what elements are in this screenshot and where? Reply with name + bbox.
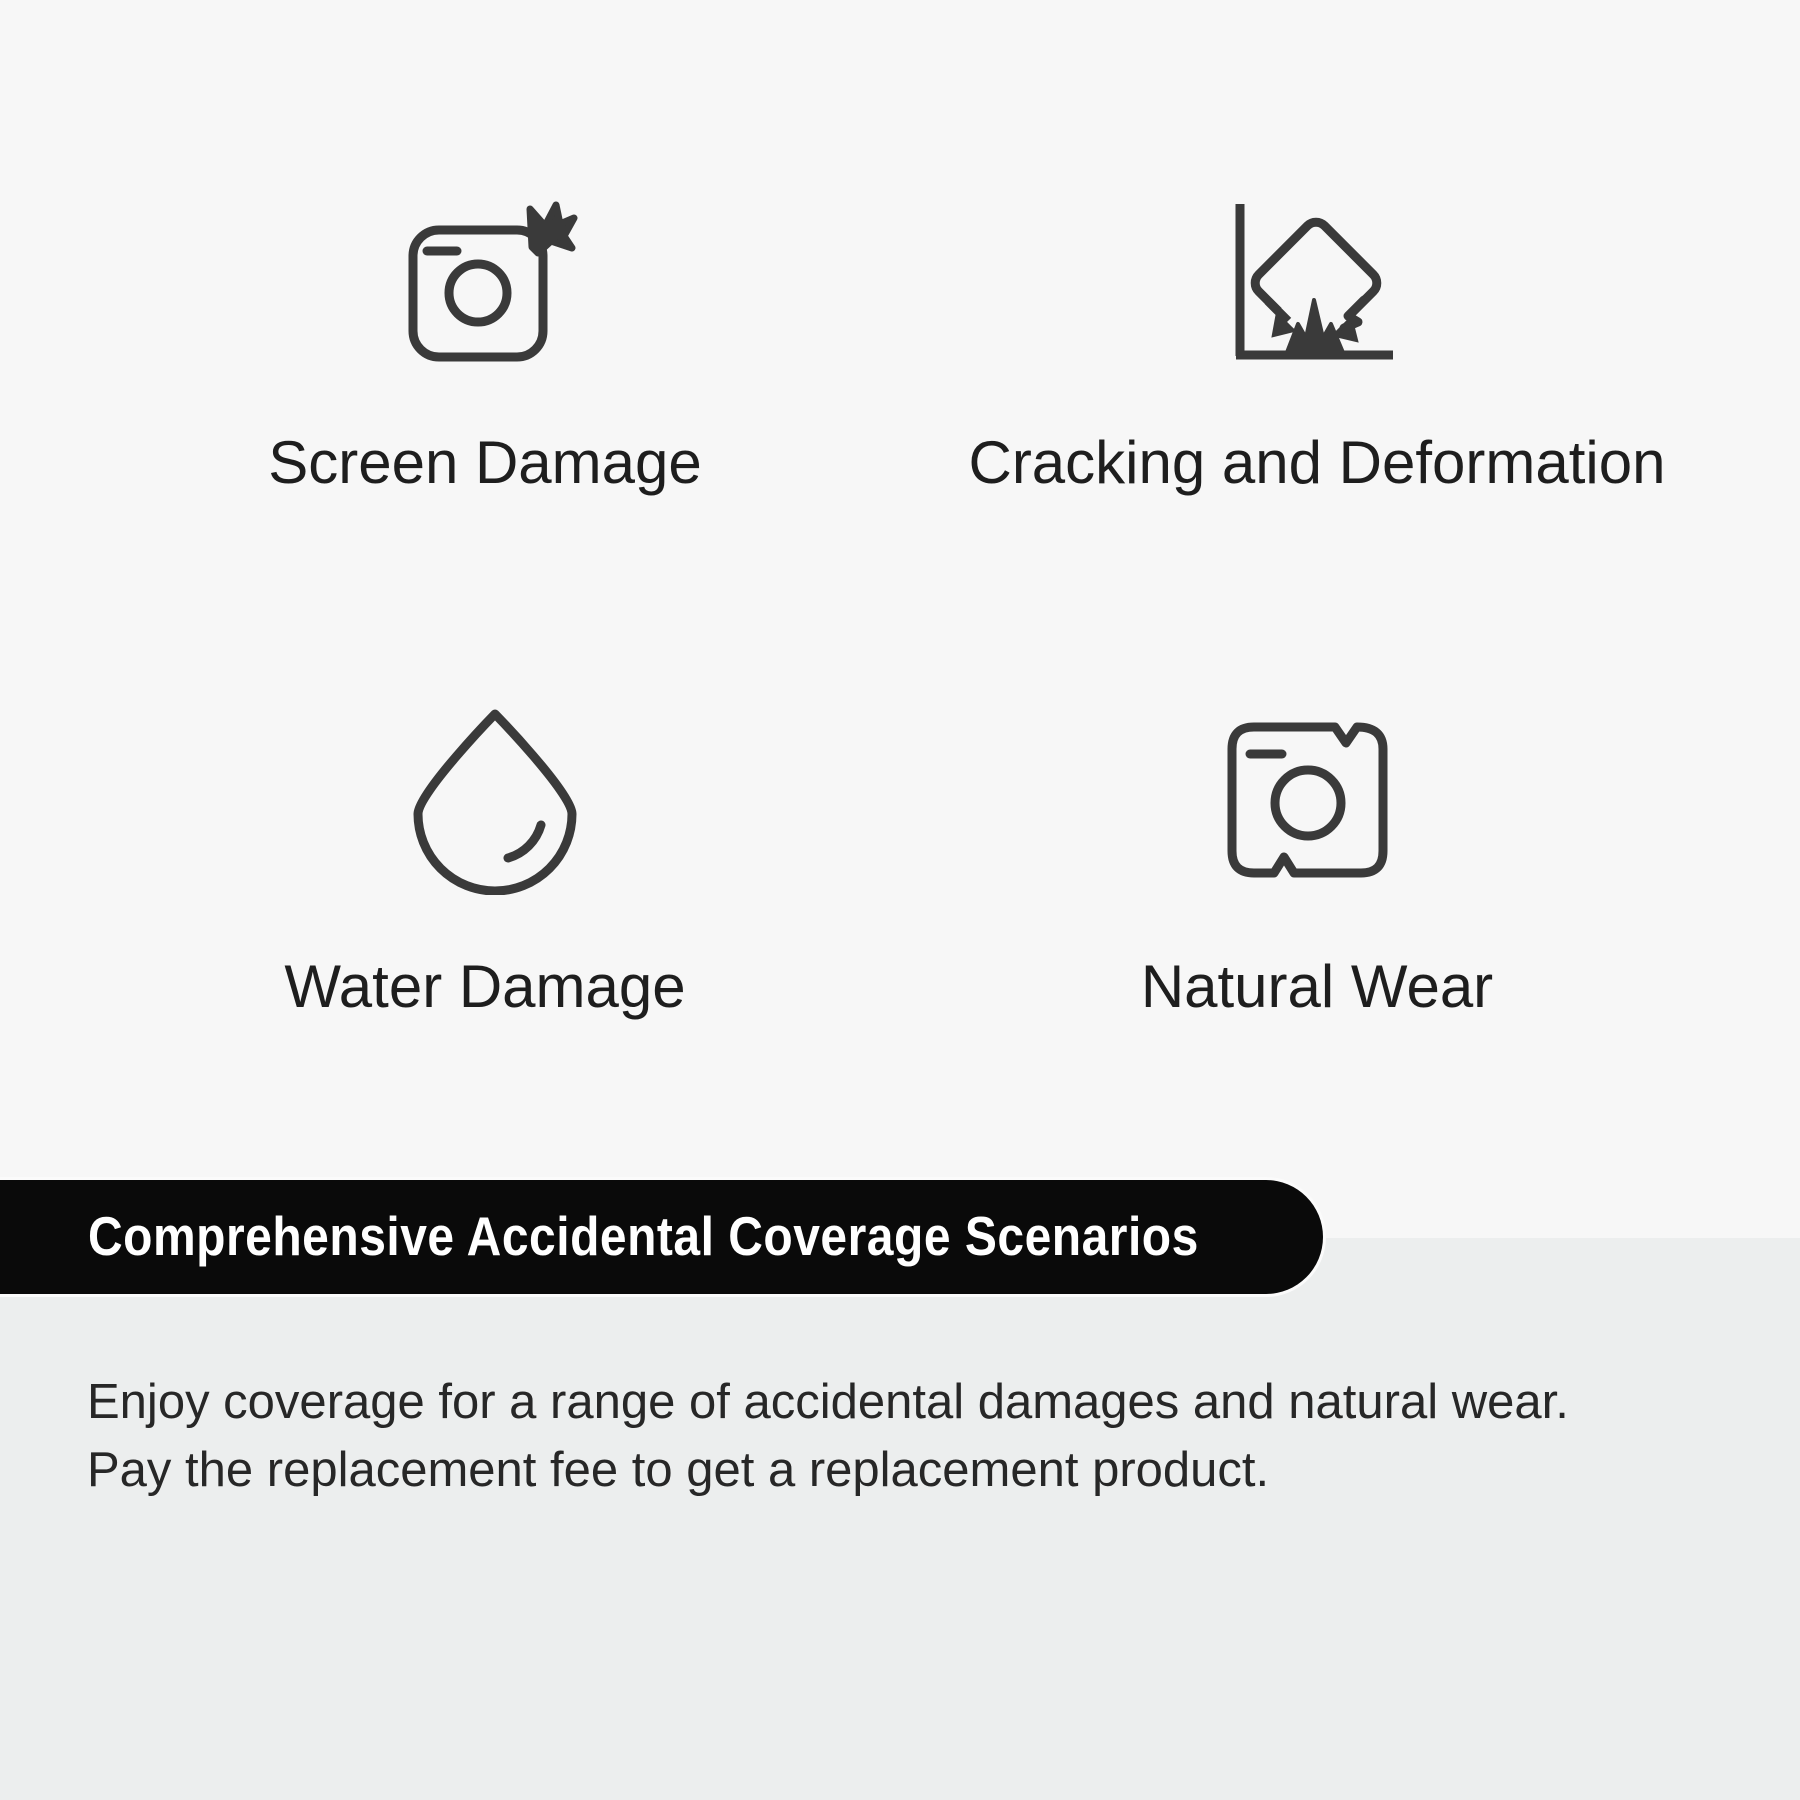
coverage-description [87, 1368, 1767, 1504]
water-drop-icon [400, 705, 590, 895]
coverage-description-line2: Pay the replacement fee to get a replacement product. [87, 1443, 1270, 1497]
coverage-label-water-damage: Water Damage [284, 953, 686, 1020]
bottom-section-background [0, 1238, 1800, 1800]
coverage-label-natural-wear: Natural Wear [1140, 953, 1494, 1020]
diamond-impact-icon [1230, 196, 1398, 364]
coverage-label-cracking-deformation: Cracking and Deformation [968, 429, 1666, 496]
section-banner-title: Comprehensive Accidental Coverage Scenarios [88, 1206, 1199, 1268]
coverage-label-screen-damage: Screen Damage [268, 429, 702, 496]
coverage-description-line1: Enjoy coverage for a range of accidental damages and natural wear. [87, 1375, 1569, 1429]
camera-crash-icon [395, 196, 585, 364]
worn-camera-icon [1224, 719, 1392, 881]
section-banner [0, 1177, 1326, 1297]
